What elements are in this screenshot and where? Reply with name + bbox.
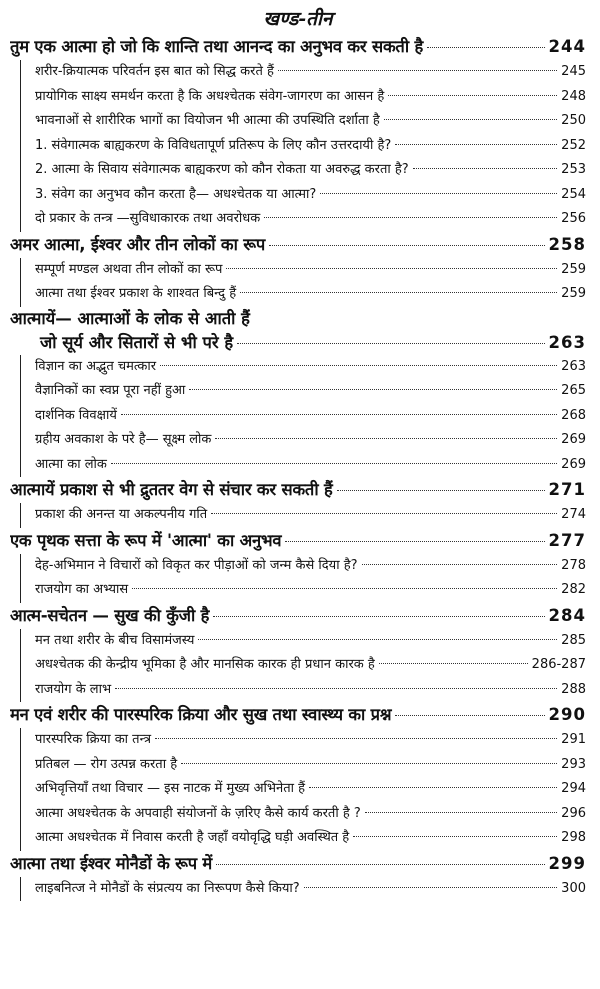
subsection-entry[interactable]	[21, 728, 586, 753]
subsection-title: 2. आत्मा के सिवाय संवेगात्मक बाह्यकरण को कौन रोकता या अवरुद्ध करता है?	[35, 162, 409, 177]
chapter-entry[interactable]	[10, 232, 586, 258]
page-number: 278	[561, 557, 586, 573]
page-number: 256	[561, 211, 586, 226]
chapter-title: आत्मायें प्रकाश से भी द्रुततर वेग से संचार कर सकती हैं	[10, 480, 333, 499]
page-number: 252	[561, 137, 586, 153]
subsection-title: आत्मा तथा ईश्वर प्रकाश के शाश्वत बिन्दु हैं	[35, 286, 237, 301]
chapter-title-line[interactable]: आत्मायें— आत्माओं के लोक से आती हैं	[10, 308, 250, 328]
chapter-title: मन एवं शरीर की पारस्परिक क्रिया और सुख तथा स्वास्थ्य का प्रश्न	[10, 705, 392, 724]
subsection-entry[interactable]	[21, 158, 586, 183]
page-number: 265	[561, 383, 586, 398]
subsection-list	[20, 503, 586, 528]
subsection-entry[interactable]	[21, 282, 586, 307]
dot-leader	[215, 438, 557, 439]
page-number: 274	[561, 507, 586, 522]
subsection-entry[interactable]	[21, 207, 586, 232]
dot-leader	[362, 564, 558, 565]
subsection-list	[20, 877, 586, 902]
subsection-entry[interactable]	[21, 453, 586, 478]
subsection-list	[20, 554, 586, 603]
page-number: 291	[561, 732, 586, 747]
dot-leader	[337, 490, 545, 491]
page-number: 285	[561, 632, 586, 648]
chapter-entry[interactable]	[10, 603, 586, 629]
chapter-title: एक पृथक सत्ता के रूप में 'आत्मा' का अनुभव	[10, 530, 282, 550]
subsection-list	[20, 728, 586, 851]
subsection-entry[interactable]	[21, 629, 586, 654]
subsection-title: वैज्ञानिकों का स्वप्न पूरा नहीं हुआ	[35, 383, 186, 398]
dot-leader	[226, 268, 557, 269]
dot-leader	[278, 70, 557, 71]
page-number: 269	[561, 432, 586, 447]
page-number: 290	[548, 705, 586, 724]
page-number: 296	[561, 805, 586, 821]
page-number: 294	[561, 781, 586, 796]
dot-leader	[198, 639, 557, 640]
dot-leader	[304, 887, 557, 888]
chapter-entry[interactable]	[10, 331, 586, 355]
dot-leader	[240, 292, 557, 293]
subsection-title: देह-अभिमान ने विचारों को विकृत कर पीड़ाओं को जन्म कैसे दिया है?	[35, 557, 358, 573]
subsection-entry[interactable]	[21, 428, 586, 453]
subsection-title: लाइबनित्ज ने मोनैडों के संप्रत्यय का निरूपण कैसे किया?	[35, 880, 300, 896]
page-number: 248	[561, 88, 586, 104]
subsection-title: अभिवृत्तियाँ तथा विचार — इस नाटक में मुख्य अभिनेता हैं	[35, 781, 306, 796]
dot-leader	[413, 168, 558, 169]
dot-leader	[353, 836, 557, 837]
dot-leader	[395, 144, 557, 145]
subsection-entry[interactable]	[21, 802, 586, 827]
chapter-entry[interactable]	[10, 34, 586, 60]
dot-leader	[181, 763, 557, 764]
dot-leader	[388, 95, 557, 96]
subsection-title: राजयोग के लाभ	[35, 681, 112, 697]
subsection-title: 3. संवेग का अनुभव कौन करता है— अधश्चेतक या आत्मा?	[35, 186, 317, 202]
subsection-title: प्रतिबल — रोग उत्पन्न करता है	[35, 756, 178, 772]
page-number: 259	[561, 261, 586, 277]
dot-leader	[365, 812, 557, 813]
subsection-list	[20, 629, 586, 703]
chapter-entry[interactable]	[10, 477, 586, 503]
chapter-title: तुम एक आत्मा हो जो कि शान्ति तथा आनन्द का अनुभव कर सकती है	[10, 37, 424, 56]
subsection-entry[interactable]	[21, 379, 586, 404]
dot-leader	[216, 864, 544, 865]
subsection-entry[interactable]	[21, 134, 586, 159]
subsection-entry[interactable]	[21, 503, 586, 528]
page-number: 282	[561, 582, 586, 597]
subsection-title: मन तथा शरीर के बीच विसामंजस्य	[35, 632, 195, 648]
dot-leader	[115, 688, 557, 689]
subsection-title: दो प्रकार के तन्त्र —सुविधाकारक तथा अवरोधक	[35, 211, 261, 226]
chapter-title: आत्मा तथा ईश्वर मोनैडों के रूप में	[10, 853, 213, 873]
subsection-title: 1. संवेगात्मक बाह्यकरण के विविधतापूर्ण प्रतिरूप के लिए कौन उत्तरदायी है?	[35, 137, 392, 153]
page-number: 277	[548, 530, 586, 550]
dot-leader	[285, 541, 544, 542]
page-number: 258	[548, 234, 586, 254]
section-title: खण्ड-तीन	[263, 8, 333, 30]
subsection-title: आत्मा अधश्चेतक में निवास करती है जहाँ वयोवृद्धि घड़ी अवस्थित है	[35, 830, 350, 845]
subsection-list	[20, 355, 586, 478]
subsection-entry[interactable]	[21, 60, 586, 85]
subsection-entry[interactable]	[21, 258, 586, 283]
page-number: 263	[548, 332, 586, 352]
chapter-entry[interactable]	[10, 851, 586, 877]
chapter-entry[interactable]	[10, 528, 586, 554]
page-number: 268	[561, 407, 586, 423]
page-number: 286-287	[531, 657, 586, 672]
dot-leader	[155, 738, 557, 739]
dot-leader	[111, 463, 557, 464]
dot-leader	[160, 365, 557, 366]
page-number: 245	[561, 64, 586, 79]
dot-leader	[237, 343, 544, 344]
subsection-title: अधश्चेतक की केन्द्रीय भूमिका है और मानसिक कारक ही प्रधान कारक है	[35, 657, 375, 672]
dot-leader	[264, 217, 557, 218]
page-number: 284	[548, 605, 586, 625]
subsection-list	[20, 258, 586, 307]
subsection-title: प्रकाश की अनन्त या अकल्पनीय गति	[35, 507, 208, 522]
page-number: 269	[561, 456, 586, 472]
subsection-entry[interactable]	[21, 85, 586, 110]
page-number: 254	[561, 186, 586, 202]
subsection-title: ग्रहीय अवकाश के परे है— सूक्ष्म लोक	[35, 432, 212, 447]
page-number: 263	[561, 358, 586, 374]
subsection-title: भावनाओं से शारीरिक भागों का वियोजन भी आत्मा की उपस्थिति दर्शाता है	[35, 113, 380, 128]
dot-leader	[121, 414, 557, 415]
subsection-entry[interactable]	[21, 578, 586, 603]
subsection-entry[interactable]	[21, 355, 586, 380]
dot-leader	[379, 663, 528, 664]
subsection-entry[interactable]	[21, 678, 586, 703]
subsection-title: दार्शनिक विवक्षायें	[35, 407, 117, 423]
page-number: 244	[548, 37, 586, 56]
subsection-entry[interactable]	[21, 554, 586, 579]
dot-leader	[211, 513, 557, 514]
page-number: 259	[561, 286, 586, 301]
dot-leader	[427, 47, 545, 48]
page-number: 288	[561, 681, 586, 697]
dot-leader	[189, 389, 557, 390]
page-number: 300	[561, 880, 586, 896]
page-number: 298	[561, 830, 586, 845]
subsection-entry[interactable]	[21, 404, 586, 429]
subsection-entry[interactable]	[21, 877, 586, 902]
chapter-entry[interactable]	[10, 702, 586, 728]
dot-leader	[395, 715, 544, 716]
chapter-title: आत्म-सचेतन — सुख की कुँजी है	[10, 605, 210, 625]
chapter-title: जो सूर्य और सितारों से भी परे है	[40, 332, 234, 352]
dot-leader	[384, 119, 557, 120]
dot-leader	[309, 787, 557, 788]
dot-leader	[213, 616, 544, 617]
subsection-title: प्रायोगिक साक्ष्य समर्थन करता है कि अधश्चेतक संवेग-जागरण का आसन है	[35, 88, 385, 104]
dot-leader	[132, 588, 557, 589]
subsection-entry[interactable]	[21, 777, 586, 802]
page-number: 253	[561, 162, 586, 177]
subsection-entry[interactable]	[21, 183, 586, 208]
page-number: 293	[561, 756, 586, 772]
page-number: 271	[548, 480, 586, 499]
subsection-entry[interactable]	[21, 753, 586, 778]
subsection-title: विज्ञान का अद्भुत चमत्कार	[35, 358, 157, 374]
subsection-title: शरीर-क्रियात्मक परिवर्तन इस बात को सिद्ध करते हैं	[35, 64, 274, 79]
subsection-entry[interactable]	[21, 653, 586, 678]
subsection-entry[interactable]	[21, 826, 586, 851]
subsection-title: आत्मा का लोक	[35, 456, 107, 472]
subsection-list	[20, 60, 586, 232]
subsection-title: सम्पूर्ण मण्डल अथवा तीन लोकों का रूप	[35, 261, 223, 277]
subsection-title: पारस्परिक क्रिया का तन्त्र	[35, 732, 151, 747]
page-number: 299	[548, 853, 586, 873]
subsection-entry[interactable]	[21, 109, 586, 134]
page-number: 250	[561, 113, 586, 128]
subsection-title: राजयोग का अभ्यास	[35, 582, 129, 597]
chapter-title: अमर आत्मा, ईश्वर और तीन लोकों का रूप	[10, 234, 265, 254]
dot-leader	[269, 245, 545, 246]
subsection-title: आत्मा अधश्चेतक के अपवाही संयोजनों के ज़रिए कैसे कार्य करती है ?	[35, 805, 361, 821]
dot-leader	[320, 193, 557, 194]
